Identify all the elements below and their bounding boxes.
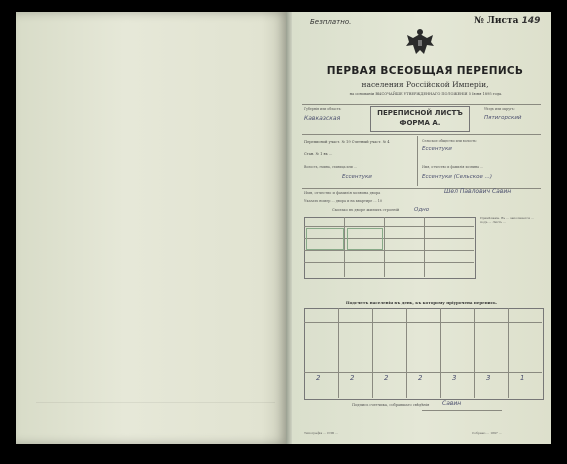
volost-label: Волость, гмина, станица или ...: [304, 165, 357, 169]
count-4: 2: [418, 374, 423, 382]
signature-label: Подпись счетчика, собравшаго свѣдѣнія: [352, 403, 430, 407]
stan-row: Стан. № 1 въ ...: [304, 152, 333, 156]
sheet-number: 149: [521, 16, 541, 26]
owner-label: Имя, отчество и фамилія хозяина двора: [304, 191, 381, 195]
census-basis: на основаніи ВЫСОЧАЙШЕ УТВЕРЖДЕННАГО ПОЛОЖЕНІЯ 5 Іюня 1895 года.: [349, 92, 503, 96]
signature-value: Савин: [442, 400, 462, 407]
footer-left: Типографія ... СПБ ...: [304, 431, 338, 435]
rows-divider: [417, 136, 418, 186]
owner-value: Шел Павлович Савин: [444, 188, 512, 195]
side-note: Примѣчаніе. Въ ... заполняется ... подъ ... Листъ ...: [480, 217, 534, 224]
grid-row-4: [304, 262, 474, 263]
footer-right: Собрано ... 1897 ...: [472, 431, 502, 435]
grid-handwritten-cell-2: [347, 228, 383, 250]
census-subtitle: населения Россійской Имперіи,: [361, 80, 489, 89]
divider-form: [302, 134, 541, 135]
census-district-row: Переписной участ. № 19 Счетный участ. № 4: [304, 140, 390, 144]
community-label: Сельское общество или волость:: [422, 139, 477, 143]
number-line: Указать номер ... двора и на квартире ... 10: [304, 199, 383, 203]
summary-values-row: [304, 372, 542, 373]
count-3: 2: [384, 374, 389, 382]
count-7: 1: [520, 374, 525, 382]
volost-value: Ессентуки: [342, 174, 372, 180]
province-value: Кавказская: [304, 115, 341, 122]
grid-row-1: [304, 226, 474, 227]
left-page-edge: [36, 402, 275, 403]
count-5: 3: [452, 374, 457, 382]
inhabited-value: Одно: [414, 207, 430, 213]
count-1: 2: [316, 374, 321, 382]
form-a-label: ФОРМА А.: [399, 119, 441, 127]
signature-line: [422, 410, 502, 411]
grid-row-3: [304, 250, 474, 251]
count-2: 2: [350, 374, 355, 382]
divider-top: [302, 104, 541, 105]
district-label: Уѣздъ или округъ:: [484, 107, 515, 111]
left-page-blank: [16, 12, 289, 444]
summary-title: Подсчетъ населенія въ день, къ которому пріурочена перепись.: [345, 300, 498, 305]
free-label: Безплатно.: [310, 18, 352, 26]
community-value: Ессентуки: [422, 146, 452, 152]
inhabited-label: Сколько въ дворе жилыхъ строеній: [332, 208, 400, 212]
province-label: Губернія или область:: [304, 107, 342, 111]
place-label: Имя, отчество и фамилія хозяина ...: [422, 165, 484, 169]
grid-handwritten-cell-1: [306, 228, 344, 250]
census-title: ПЕРВАЯ ВСЕОБЩАЯ ПЕРЕПИСЬ: [326, 65, 524, 77]
sheet-number-label: [474, 16, 540, 26]
imperial-eagle-emblem: [403, 26, 437, 60]
summary-header-row: [304, 322, 542, 323]
district-value: Пятигорский: [484, 115, 522, 121]
census-form-page: [292, 12, 551, 444]
place-value: Ессентуки (Сельское ...): [422, 174, 492, 180]
count-6: 3: [486, 374, 491, 382]
sheet-label: № Листа: [474, 16, 519, 26]
census-book: [16, 12, 551, 444]
form-list-label: ПЕРЕПИСНОЙ ЛИСТЪ: [377, 109, 463, 117]
